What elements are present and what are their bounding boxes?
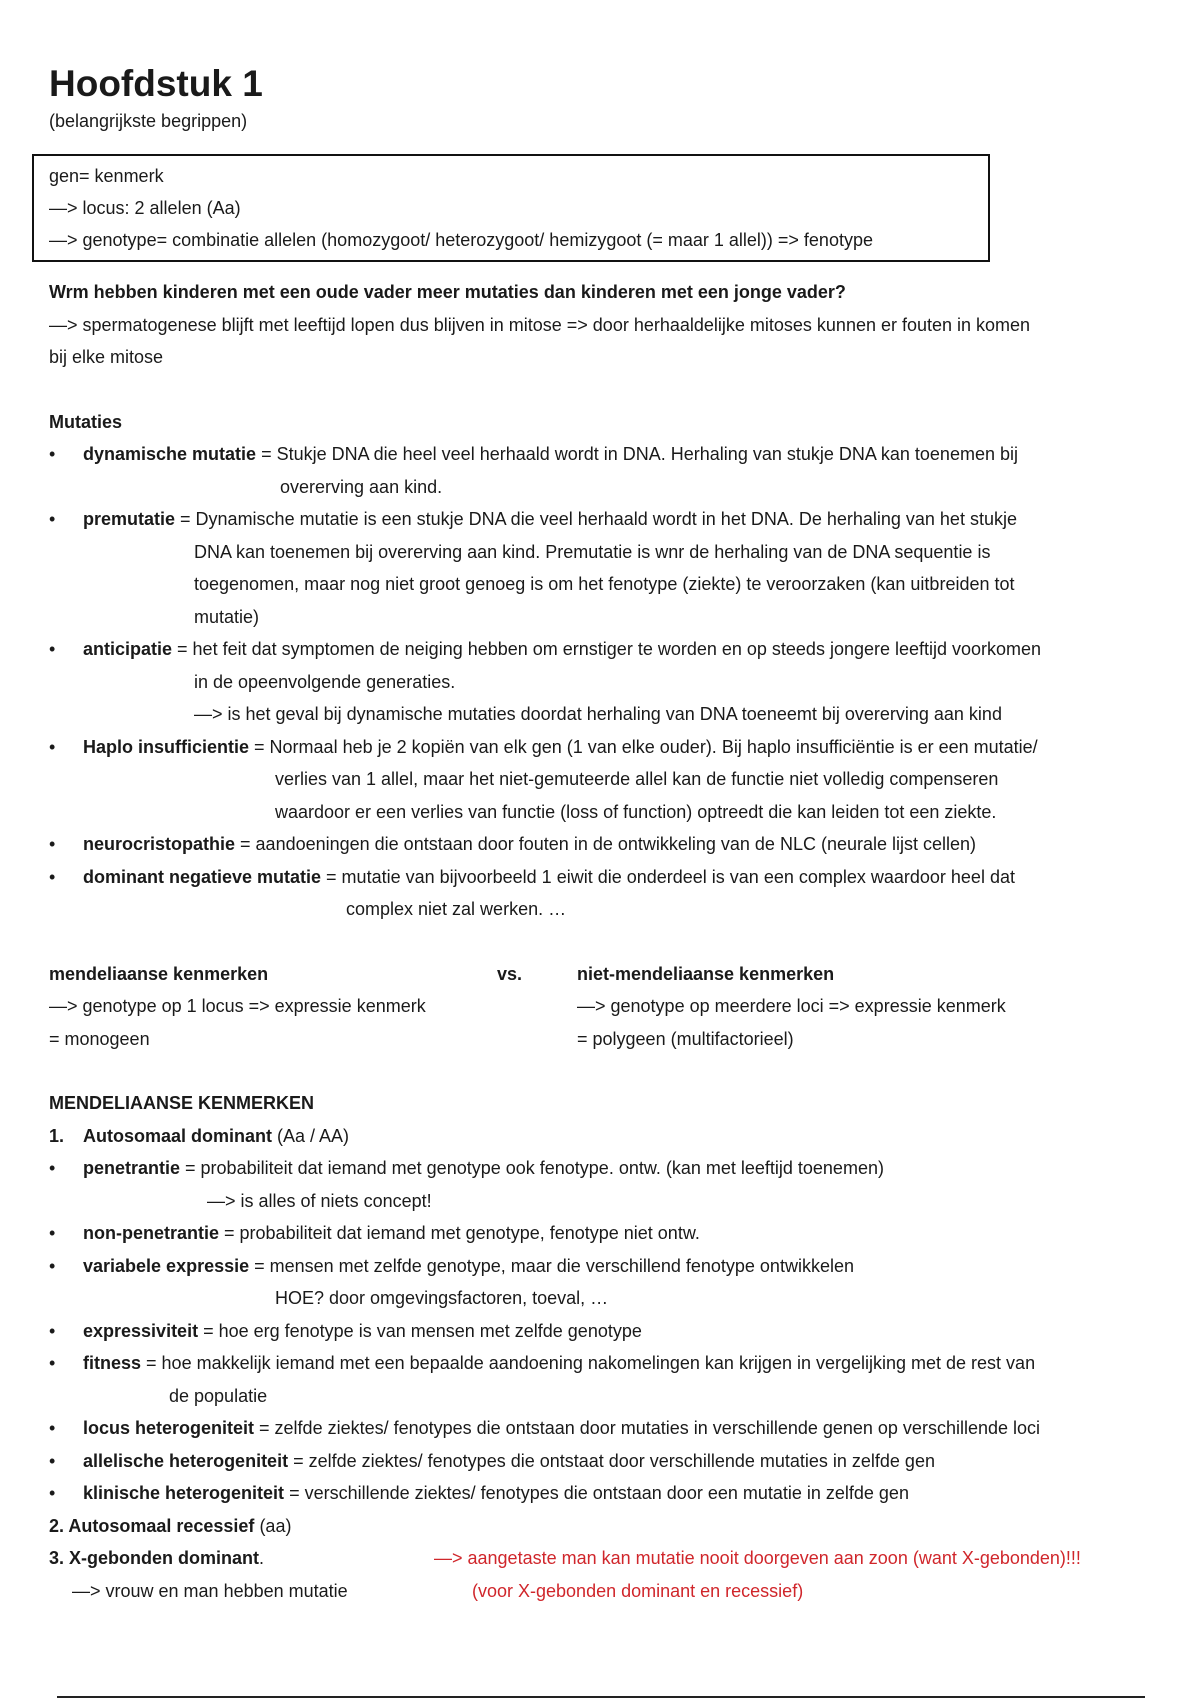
numbered-item: [49, 1510, 1159, 1543]
list-item: [49, 828, 1159, 861]
definition-cont: —> is alles of niets concept!: [207, 1190, 432, 1211]
term: Haplo insufficientie: [83, 736, 250, 757]
item-number: 1.: [49, 1125, 65, 1146]
term: klinische heterogeniteit: [83, 1483, 285, 1503]
definition: = hoe makkelijk iemand met een bepaalde aandoening nakomelingen kan krijgen in vergelijking met de rest van: [141, 1353, 1036, 1373]
definition-cont: toegenomen, maar nog niet groot genoeg is om het fenotype (ziekte) te veroorzaken (kan uitbreiden tot: [194, 574, 1015, 594]
item-rest: .: [259, 1548, 265, 1568]
item-title: 3. X-gebonden dominant: [49, 1548, 259, 1568]
definition-cont: de populatie: [169, 1385, 268, 1406]
list-item: [49, 861, 1159, 926]
list-item: [49, 1152, 1159, 1217]
definition: = het feit dat symptomen de neiging hebben om ernstiger te worden en op steeds jongere leeftijd voorkomen: [172, 639, 1042, 659]
mendelian-line: —> genotype op 1 locus => expressie kenmerk: [49, 996, 426, 1016]
document-page: [49, 62, 1159, 1607]
definition: = verschillende ziektes/ fenotypes die ontstaan door een mutatie in zelfde gen: [284, 1483, 909, 1503]
list-item: [49, 438, 1159, 503]
term: allelische heterogeniteit: [83, 1450, 289, 1471]
term: dominant negatieve mutatie: [83, 866, 322, 887]
definition-cont: complex niet zal werken. …: [346, 899, 567, 919]
answer-line: bij elke mitose: [49, 347, 164, 367]
box-line: —> locus: 2 allelen (Aa): [49, 198, 241, 218]
non-mendelian-line: = polygeen (multifactorieel): [577, 1028, 794, 1049]
item-title: 2. Autosomaal recessief: [49, 1515, 255, 1536]
definition-cont: DNA kan toenemen bij overerving aan kind. Premutatie is wnr de herhaling van de DNA sequentie is: [194, 541, 991, 562]
definition: = aandoeningen die ontstaan door fouten in de ontwikkeling van de NLC (neurale lijst cellen): [235, 834, 977, 854]
mendelian-title: mendeliaanse kenmerken: [49, 963, 269, 984]
term: variabele expressie: [83, 1255, 250, 1276]
list-item: [49, 1477, 1159, 1510]
mendelian-section: [49, 1087, 1159, 1607]
red-note: (voor X-gebonden dominant en recessief): [472, 1580, 804, 1601]
definition: = Normaal heb je 2 kopiën van elk gen (1 van elke ouder). Bij haplo insufficiëntie is er een mutatie/: [249, 736, 1038, 757]
term: non-penetrantie: [83, 1223, 220, 1243]
definition: = zelfde ziektes/ fenotypes die ontstaat door verschillende mutaties in zelfde gen: [288, 1450, 935, 1471]
definition-cont: in de opeenvolgende generaties.: [194, 671, 456, 692]
definition: = mutatie van bijvoorbeeld 1 eiwit die onderdeel is van een complex waardoor heel dat: [321, 866, 1015, 887]
term: anticipatie: [83, 639, 173, 659]
list-item: [49, 1347, 1159, 1412]
term: expressiviteit: [83, 1320, 199, 1341]
page-title: Hoofdstuk 1: [49, 63, 263, 104]
comparison-section: [49, 958, 1159, 1056]
red-note: —> aangetaste man kan mutatie nooit doorgeven aan zoon (want X-gebonden)!!!: [434, 1548, 1081, 1568]
definition: = hoe erg fenotype is van mensen met zelfde genotype: [198, 1320, 642, 1341]
non-mendelian-line: —> genotype op meerdere loci => expressie kenmerk: [577, 996, 1006, 1016]
definition-cont: mutatie): [194, 606, 260, 627]
definition-cont: overerving aan kind.: [280, 476, 443, 497]
list-item: [49, 1445, 1159, 1478]
page-subtitle: (belangrijkste begrippen): [49, 111, 248, 131]
definition-cont: verlies van 1 allel, maar het niet-gemuteerde allel kan de functie niet volledig compenseren: [275, 769, 999, 789]
term: dynamische mutatie: [83, 444, 257, 464]
definition-cont: —> is het geval bij dynamische mutaties doordat herhaling van DNA toeneemt bij overerving aan kind: [194, 704, 1002, 724]
item-rest: (aa): [254, 1515, 292, 1536]
list-item: [49, 1412, 1159, 1445]
term: penetrantie: [83, 1158, 181, 1178]
definition: = zelfde ziektes/ fenotypes die ontstaan door mutaties in verschillende genen op verschillende loci: [254, 1418, 1041, 1438]
numbered-item: [49, 1542, 1159, 1607]
bottom-divider: [57, 1696, 1145, 1698]
question-section: [49, 276, 1159, 374]
definition: = probabiliteit dat iemand met genotype, fenotype niet ontw.: [219, 1223, 700, 1243]
term: neurocristopathie: [83, 834, 236, 854]
non-mendelian-title: niet-mendeliaanse kenmerken: [577, 963, 835, 984]
definition: = mensen met zelfde genotype, maar die verschillend fenotype ontwikkelen: [249, 1255, 854, 1276]
list-item: [49, 633, 1159, 731]
mutaties-heading: Mutaties: [49, 411, 123, 432]
term: fitness: [83, 1353, 142, 1373]
list-item: [49, 731, 1159, 829]
definition: = probabiliteit dat iemand met genotype ook fenotype. ontw. (kan met leeftijd toenemen): [180, 1158, 884, 1178]
mendelian-heading: MENDELIAANSE KENMERKEN: [49, 1093, 315, 1113]
mutaties-section: [49, 406, 1159, 926]
definition-cont: HOE? door omgevingsfactoren, toeval, …: [275, 1288, 609, 1308]
list-item: [49, 1250, 1159, 1315]
question-title: Wrm hebben kinderen met een oude vader meer mutaties dan kinderen met een jonge vader?: [49, 282, 846, 302]
list-item: [49, 503, 1159, 633]
item-title: Autosomaal dominant: [83, 1125, 273, 1146]
item-rest: (Aa / AA): [272, 1125, 350, 1146]
box-line: gen= kenmerk: [49, 166, 164, 186]
mendelian-line: = monogeen: [49, 1028, 150, 1049]
definition-cont: waardoor er een verlies van functie (loss of function) optreedt die kan leiden tot een ziekte.: [275, 801, 997, 822]
definition: = Stukje DNA die heel veel herhaald wordt in DNA. Herhaling van stukje DNA kan toenemen bij: [256, 444, 1018, 464]
item-line: —> vrouw en man hebben mutatie: [72, 1580, 348, 1601]
definition-box: [32, 154, 990, 262]
list-item: [49, 1315, 1159, 1348]
vs-label: vs.: [497, 963, 523, 984]
answer-line: —> spermatogenese blijft met leeftijd lopen dus blijven in mitose => door herhaaldelijke mitoses kunnen er fouten in komen: [49, 314, 1031, 335]
term: locus heterogeniteit: [83, 1418, 255, 1438]
list-item: [49, 1217, 1159, 1250]
box-line: —> genotype= combinatie allelen (homozygoot/ heterozygoot/ hemizygoot (= maar 1 allel)) => fenotype: [49, 230, 873, 250]
definition: = Dynamische mutatie is een stukje DNA die veel herhaald wordt in het DNA. De herhaling van het stukje: [175, 509, 1017, 529]
numbered-item: [49, 1120, 1159, 1153]
term: premutatie: [83, 509, 176, 529]
